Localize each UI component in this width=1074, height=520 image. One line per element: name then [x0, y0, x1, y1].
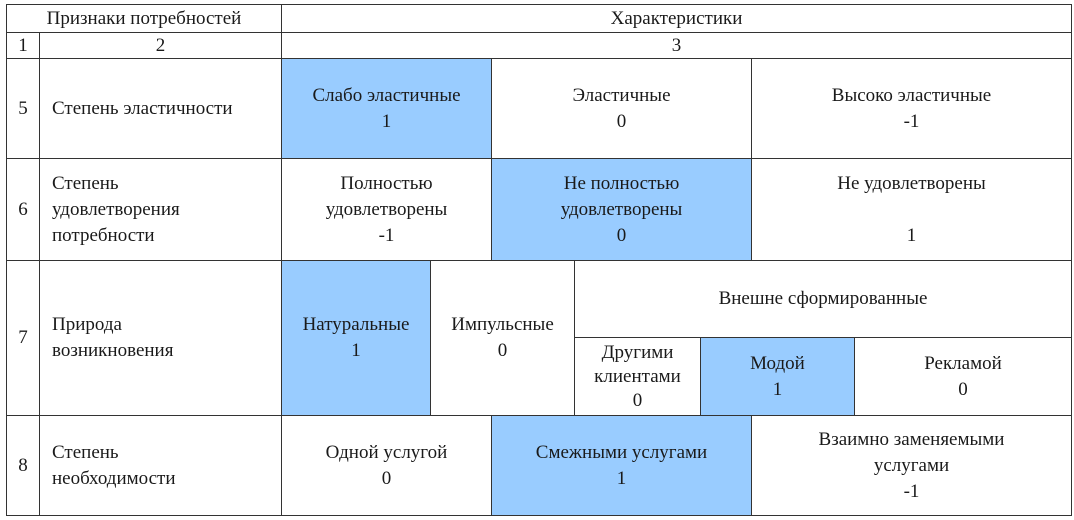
row-name: Степень необходимости: [39, 415, 281, 515]
characteristic-cell-highlighted: [491, 415, 751, 515]
characteristic-value: -1: [903, 480, 920, 502]
group-header-label: Внешне сформированные: [718, 288, 928, 309]
header-characteristics-label: Характеристики: [610, 7, 743, 29]
characteristic-cell-highlighted: [281, 58, 491, 158]
characteristic-value: -1: [378, 224, 395, 246]
row-name: Природа возникновения: [39, 260, 281, 415]
header-characteristics-cell: [281, 4, 1071, 32]
characteristic-cell-highlighted: [491, 158, 751, 260]
characteristic-value: 0: [632, 389, 643, 411]
characteristic-cell: [751, 415, 1071, 515]
characteristic-value: 1: [381, 110, 392, 132]
row-name: Степень эластичности: [39, 58, 281, 158]
characteristic-cell: [751, 158, 1071, 260]
sub-characteristic-cell: [574, 337, 700, 415]
characteristic-value: 0: [381, 467, 392, 489]
characteristic-label: Смежными услугами: [535, 441, 708, 463]
sub-characteristic-cell: [854, 337, 1071, 415]
characteristic-value: -1: [903, 110, 920, 132]
sub-characteristic-cell-highlighted: [700, 337, 854, 415]
characteristic-label: Эластичные: [572, 84, 671, 106]
characteristic-value: 1: [772, 378, 783, 400]
column-number-2: 2: [39, 32, 281, 58]
characteristic-value: 1: [616, 467, 627, 489]
table-border-bottom: [6, 515, 1072, 516]
characteristic-label: Импульсные: [451, 314, 554, 335]
characteristic-label: Рекламой: [924, 352, 1002, 374]
header-signs-cell: [6, 4, 281, 32]
characteristic-value: 0: [958, 378, 968, 400]
group-header-cell: [574, 260, 1071, 337]
characteristic-cell: [430, 260, 574, 415]
row-number: 5: [6, 58, 39, 158]
characteristic-label: Взаимно заменяемыми услугами: [818, 428, 1005, 476]
characteristic-value: 0: [497, 340, 508, 361]
characteristic-label: Полностью удовлетворены: [325, 172, 448, 220]
characteristic-label: Слабо эластичные: [312, 84, 461, 106]
characteristic-value: 1: [906, 224, 917, 246]
column-number-3: 3: [281, 32, 1071, 58]
row-number: 6: [6, 158, 39, 260]
characteristic-label: Натуральные: [302, 314, 410, 335]
characteristic-cell-highlighted: [281, 260, 430, 415]
row-name: Степень удовлетворения потребности: [39, 158, 281, 260]
characteristic-label: Модой: [750, 352, 805, 374]
characteristic-label: Одной услугой: [325, 441, 448, 463]
characteristic-cell: [751, 58, 1071, 158]
characteristic-value: 1: [351, 340, 361, 361]
characteristic-label: Высоко эластичные: [831, 84, 992, 106]
characteristic-cell: [281, 158, 491, 260]
characteristic-cell: [491, 58, 751, 158]
characteristic-value: 0: [616, 110, 627, 132]
row-number: 7: [6, 260, 39, 415]
row-number: 8: [6, 415, 39, 515]
characteristic-label: Не удовлетворены: [837, 172, 986, 194]
characteristic-label: Другими клиентами: [594, 341, 681, 387]
table-border-right: [1071, 4, 1072, 516]
characteristic-label: Не полностью удовлетворены: [560, 172, 683, 220]
characteristic-cell: [281, 415, 491, 515]
characteristic-value: 0: [616, 224, 627, 246]
header-signs-label: Признаки потребностей: [46, 7, 242, 29]
column-number-1: 1: [6, 32, 39, 58]
